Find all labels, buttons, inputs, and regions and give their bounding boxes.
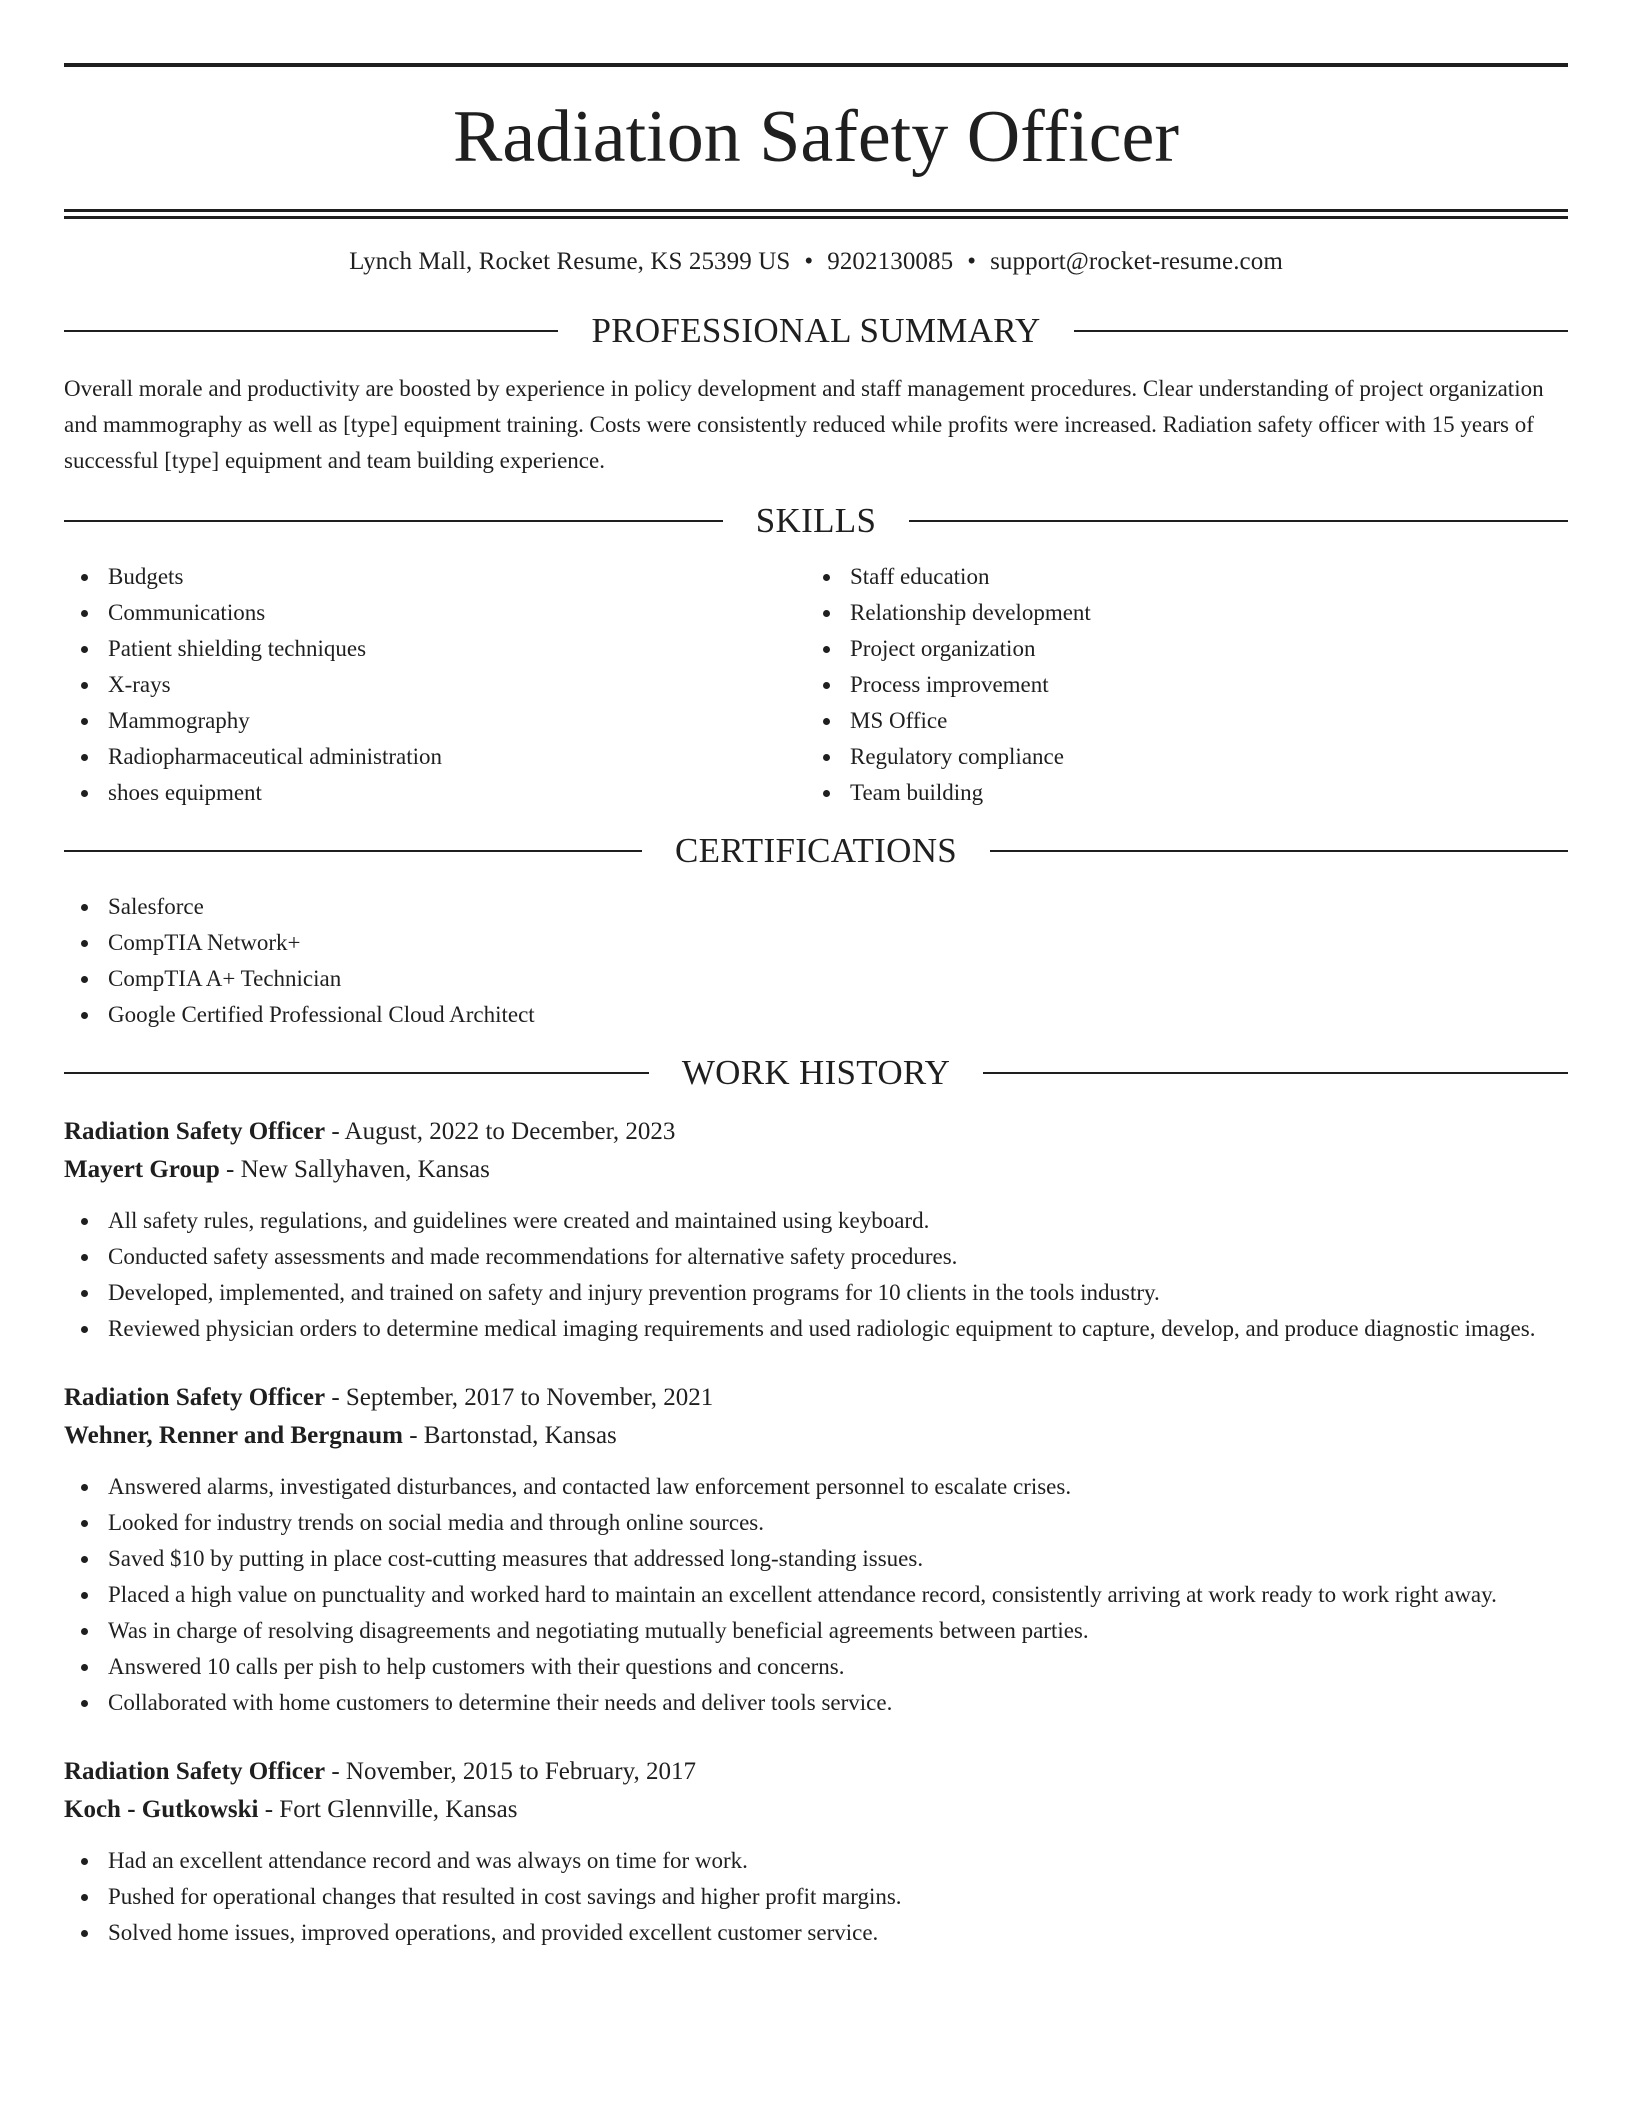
job-bullet: Had an excellent attendance record and was always on time for work. xyxy=(64,1843,1568,1879)
heading-rule xyxy=(64,850,642,852)
job-bullet: Answered alarms, investigated disturbances, and contacted law enforcement personnel to escalate crises. xyxy=(64,1469,1568,1505)
contact-line xyxy=(64,247,1568,277)
contact-email: support@rocket-resume.com xyxy=(990,248,1283,275)
job-bullet: Reviewed physician orders to determine medical imaging requirements and used radiologic equipment to capture, develop, and produce diagnostic images. xyxy=(64,1311,1568,1347)
top-rule xyxy=(64,63,1568,67)
contact-address: Lynch Mall, Rocket Resume, KS 25399 US xyxy=(349,248,791,275)
skills-right-list xyxy=(806,559,1548,811)
title-double-rule xyxy=(64,209,1568,219)
contact-separator: • xyxy=(804,248,814,275)
heading-rule xyxy=(64,1072,649,1074)
certification-item: Salesforce xyxy=(64,889,1568,925)
job-bullets xyxy=(64,1469,1568,1721)
contact-separator: • xyxy=(967,248,977,275)
job-bullet: Conducted safety assessments and made recommendations for alternative safety procedures. xyxy=(64,1239,1568,1275)
job-company: Wehner, Renner and Bergnaum xyxy=(64,1422,403,1449)
skill-item: Process improvement xyxy=(806,667,1548,703)
skill-item: Project organization xyxy=(806,631,1548,667)
certification-item: Google Certified Professional Cloud Architect xyxy=(64,997,1568,1033)
work-section-heading xyxy=(64,1053,1568,1093)
job-entry xyxy=(64,1753,1568,1951)
work-heading: WORK HISTORY xyxy=(681,1053,951,1092)
job-bullet: Pushed for operational changes that resulted in cost savings and higher profit margins. xyxy=(64,1879,1568,1915)
skill-item: Communications xyxy=(64,595,806,631)
heading-rule xyxy=(983,1072,1568,1074)
job-company-line xyxy=(64,1791,1568,1829)
job-bullet: Was in charge of resolving disagreements and negotiating mutually beneficial agreements between parties. xyxy=(64,1613,1568,1649)
job-location: - New Sallyhaven, Kansas xyxy=(219,1156,490,1183)
summary-section-heading xyxy=(64,311,1568,351)
job-bullet: All safety rules, regulations, and guidelines were created and maintained using keyboard. xyxy=(64,1203,1568,1239)
job-company: Koch - Gutkowski xyxy=(64,1796,259,1823)
heading-rule xyxy=(909,520,1568,522)
skill-item: Staff education xyxy=(806,559,1548,595)
contact-phone: 9202130085 xyxy=(827,248,954,275)
skills-left-list xyxy=(64,559,806,811)
skill-item: Budgets xyxy=(64,559,806,595)
summary-text: Overall morale and productivity are boosted by experience in policy development and staff management procedures. Clear understanding of project organization and mammography as well as [type] equipment training. Costs were consistently reduced while profits were increased. Radiation safety officer with 15 years of successful [type] equipment and team building experience. xyxy=(64,376,1544,473)
job-bullet: Answered 10 calls per pish to help customers with their questions and concerns. xyxy=(64,1649,1568,1685)
skill-item: Mammography xyxy=(64,703,806,739)
job-bullet: Looked for industry trends on social media and through online sources. xyxy=(64,1505,1568,1541)
heading-rule xyxy=(1074,330,1568,332)
certification-item: CompTIA A+ Technician xyxy=(64,961,1568,997)
skill-item: X-rays xyxy=(64,667,806,703)
job-location: - Fort Glennville, Kansas xyxy=(258,1796,518,1823)
job-bullets xyxy=(64,1843,1568,1951)
job-company-line xyxy=(64,1151,1568,1189)
skill-item: Radiopharmaceutical administration xyxy=(64,739,806,775)
job-dates: - November, 2015 to February, 2017 xyxy=(325,1758,696,1785)
job-role: Radiation Safety Officer xyxy=(64,1118,326,1145)
skill-item: Regulatory compliance xyxy=(806,739,1548,775)
job-dates: - September, 2017 to November, 2021 xyxy=(325,1384,714,1411)
job-role-line xyxy=(64,1113,1568,1151)
job-role: Radiation Safety Officer xyxy=(64,1384,326,1411)
skill-item: MS Office xyxy=(806,703,1548,739)
job-bullet: Placed a high value on punctuality and worked hard to maintain an excellent attendance record, consistently arriving at work ready to work right away. xyxy=(64,1577,1568,1613)
job-location: - Bartonstad, Kansas xyxy=(402,1422,617,1449)
certification-item: CompTIA Network+ xyxy=(64,925,1568,961)
certifications-heading: CERTIFICATIONS xyxy=(674,831,958,870)
certifications-list xyxy=(64,889,1568,1033)
job-bullet: Collaborated with home customers to determine their needs and deliver tools service. xyxy=(64,1685,1568,1721)
job-dates: - August, 2022 to December, 2023 xyxy=(325,1118,676,1145)
skills-heading: SKILLS xyxy=(755,501,877,540)
skill-item: Relationship development xyxy=(806,595,1548,631)
job-role-line xyxy=(64,1753,1568,1791)
summary-heading: PROFESSIONAL SUMMARY xyxy=(591,311,1041,350)
job-bullet: Solved home issues, improved operations, and provided excellent customer service. xyxy=(64,1915,1568,1951)
heading-rule xyxy=(64,520,723,522)
job-bullet: Developed, implemented, and trained on safety and injury prevention programs for 10 clients in the tools industry. xyxy=(64,1275,1568,1311)
job-bullets xyxy=(64,1203,1568,1347)
skill-item: Patient shielding techniques xyxy=(64,631,806,667)
skills-grid xyxy=(64,559,1568,811)
resume-title: Radiation Safety Officer xyxy=(452,96,1180,178)
job-role: Radiation Safety Officer xyxy=(64,1758,326,1785)
skill-item: shoes equipment xyxy=(64,775,806,811)
job-entry xyxy=(64,1379,1568,1721)
skill-item: Team building xyxy=(806,775,1548,811)
job-bullet: Saved $10 by putting in place cost-cutting measures that addressed long-standing issues. xyxy=(64,1541,1568,1577)
job-company: Mayert Group xyxy=(64,1156,220,1183)
certifications-section-heading xyxy=(64,831,1568,871)
job-entry xyxy=(64,1113,1568,1347)
job-role-line xyxy=(64,1379,1568,1417)
heading-rule xyxy=(990,850,1568,852)
skills-section-heading xyxy=(64,501,1568,541)
heading-rule xyxy=(64,330,558,332)
job-company-line xyxy=(64,1417,1568,1455)
